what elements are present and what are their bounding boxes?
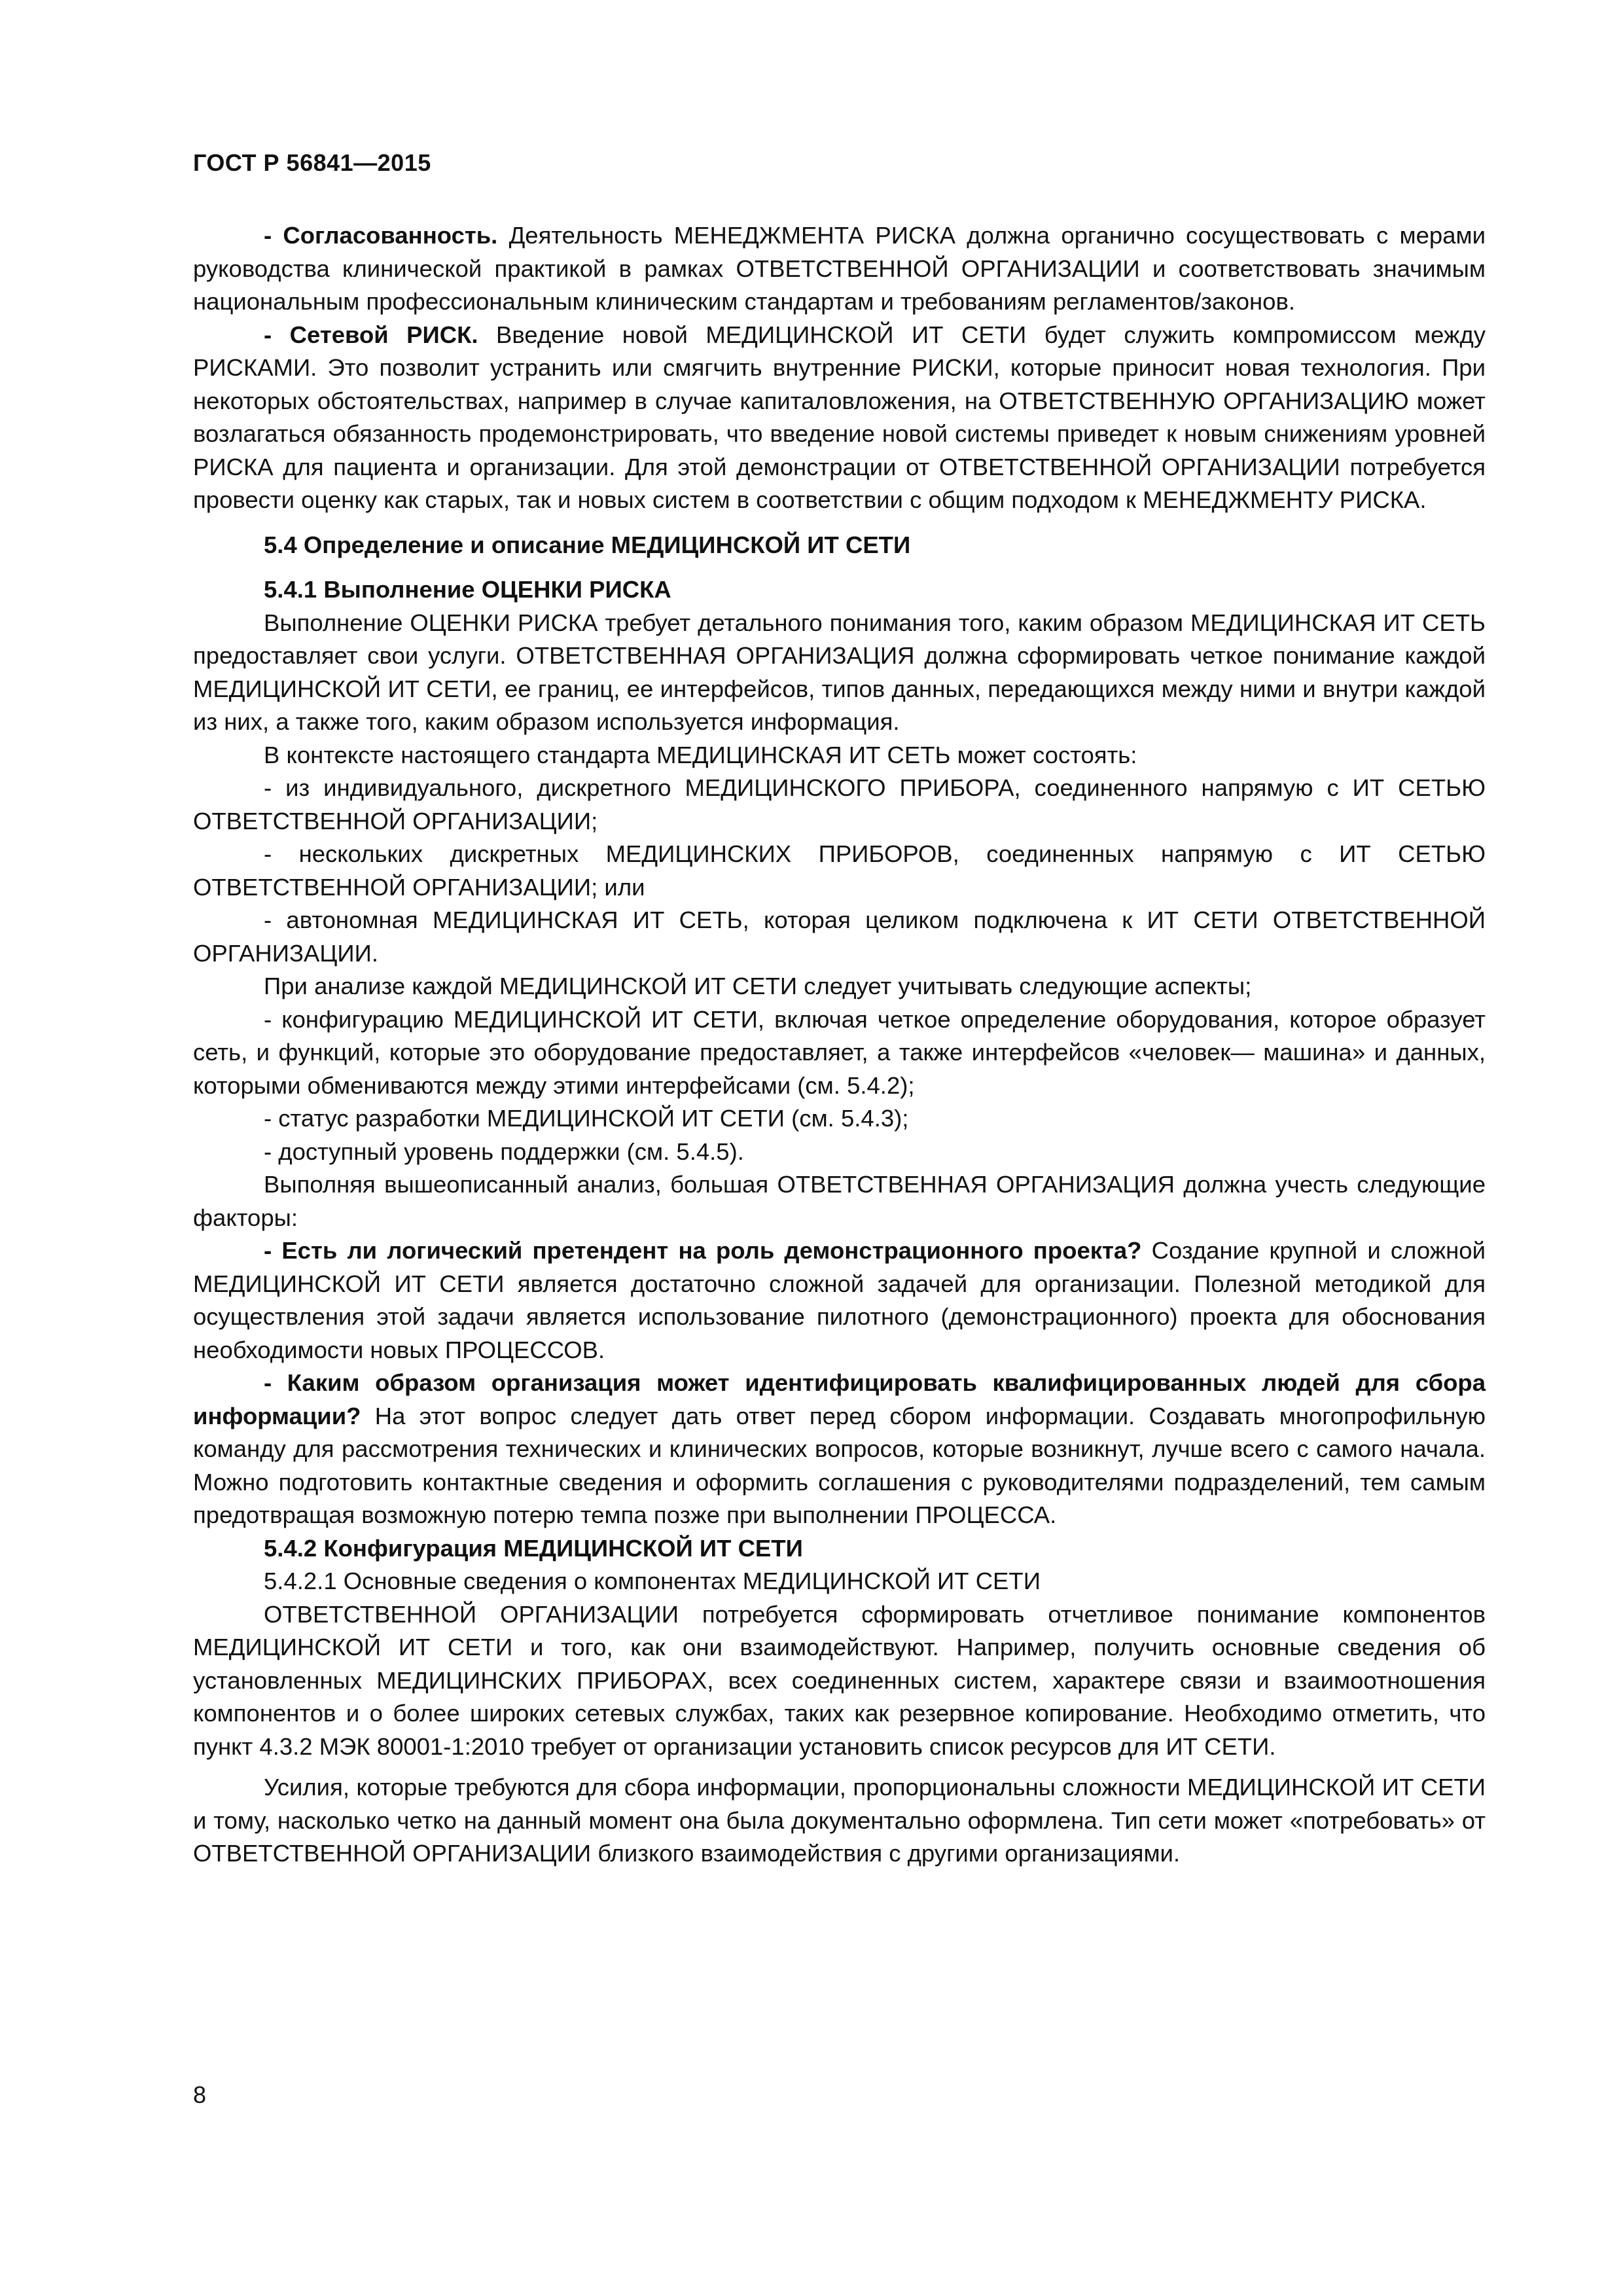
list-item: - статус разработки МЕДИЦИНСКОЙ ИТ СЕТИ (см. 5.4.3); <box>264 1105 909 1132</box>
paragraph: Выполняя вышеописанный анализ, большая ОТВЕТСТВЕННАЯ ОРГАНИЗАЦИЯ должна учесть следующие факторы: <box>193 1171 1486 1231</box>
page-number: 8 <box>193 2081 207 2108</box>
paragraph-text: Введение новой МЕДИЦИНСКОЙ ИТ СЕТИ будет служить компромиссом между РИСКАМИ. Это позволит устранить или смягчить внутренние РИСКИ, которые приносит новая технология. При некоторых обстоятельствах, например в случае капиталовложения, на ОТВЕТСТВЕННУЮ ОРГАНИЗАЦИЮ может возлагаться обязанность продемонстрировать, что введение новой системы приведет к новым снижениям уровней РИСКА для пациента и организации. Для этой демонстрации от ОТВЕТСТВЕННОЙ ОРГАНИЗАЦИИ потребуется провести оценку как старых, так и новых систем в соответствии с общим подходом к МЕНЕДЖМЕНТУ РИСКА. <box>193 321 1486 513</box>
document-header: ГОСТ Р 56841—2015 <box>193 149 431 176</box>
question-demo-project: - Есть ли логический претендент на роль демонстрационного проекта? <box>264 1237 1142 1264</box>
paragraph: Усилия, которые требуются для сбора информации, пропорциональны сложности МЕДИЦИНСКОЙ ИТ СЕТИ и тому, насколько четко на данный момент она была документально оформлена. Тип сети может «потребовать» от ОТВЕТСТВЕННОЙ ОРГАНИЗАЦИИ близкого взаимодействия с другими организациями. <box>193 1774 1486 1867</box>
paragraph: Выполнение ОЦЕНКИ РИСКА требует детального понимания того, каким образом МЕДИЦИНСКАЯ ИТ СЕТЬ предоставляет свои услуги. ОТВЕТСТВЕННАЯ ОРГАНИЗАЦИЯ должна сформировать четкое понимание каждой МЕДИЦИНСКОЙ ИТ СЕТИ, ее границ, ее интерфейсов, типов данных, передающихся между ними и внутри каждой из них, а также того, каким образом используется информация. <box>193 609 1486 735</box>
term-network-risk: - Сетевой РИСК. <box>264 321 478 348</box>
paragraph-demo-project <box>193 1234 1486 1367</box>
paragraph-text: На этот вопрос следует дать ответ перед сбором информации. Создавать многопрофильную команду для рассмотрения технических и клинических вопросов, которые возникнут, лучше всего с самого начала. Можно подготовить контактные сведения и оформить соглашения с руководителями подразделений, тем самым предотвращая возможную потерю темпа позже при выполнении ПРОЦЕССА. <box>193 1402 1486 1528</box>
paragraph-network-risk <box>193 319 1486 517</box>
section-heading-5-4: 5.4 Определение и описание МЕДИЦИНСКОЙ ИТ СЕТИ <box>264 531 911 558</box>
term-consistency: - Согласованность. <box>264 222 498 249</box>
section-heading-5-4-2: 5.4.2 Конфигурация МЕДИЦИНСКОЙ ИТ СЕТИ <box>264 1534 803 1562</box>
question-qualified-people: - Каким образом организация может идентифицировать квалифицированных людей для сбора информации? <box>193 1369 1486 1429</box>
section-heading-5-4-1: 5.4.1 Выполнение ОЦЕНКИ РИСКА <box>264 576 671 603</box>
list-item: - из индивидуального, дискретного МЕДИЦИНСКОГО ПРИБОРА, соединенного напрямую с ИТ СЕТЬЮ ОТВЕТСТВЕННОЙ ОРГАНИЗАЦИИ; <box>193 774 1486 834</box>
paragraph: В контексте настоящего стандарта МЕДИЦИНСКАЯ ИТ СЕТЬ может состоять: <box>264 741 1137 768</box>
list-item: - нескольких дискретных МЕДИЦИНСКИХ ПРИБОРОВ, соединенных напрямую с ИТ СЕТЬЮ ОТВЕТСТВЕННОЙ ОРГАНИЗАЦИИ; или <box>193 840 1486 901</box>
list-item: - автономная МЕДИЦИНСКАЯ ИТ СЕТЬ, которая целиком подключена к ИТ СЕТИ ОТВЕТСТВЕННОЙ ОРГАНИЗАЦИИ. <box>193 906 1486 967</box>
paragraph-qualified-people <box>193 1367 1486 1532</box>
paragraph-text: Создание крупной и сложной МЕДИЦИНСКОЙ ИТ СЕТИ является достаточно сложной задачей для организации. Полезной методикой для осуществления этой задачи является использование пилотного (демонстрационного) проекта для обоснования необходимости новых ПРОЦЕССОВ. <box>193 1237 1486 1363</box>
document-body <box>193 219 1486 1871</box>
list-item: - доступный уровень поддержки (см. 5.4.5). <box>264 1138 744 1165</box>
list-item: - конфигурацию МЕДИЦИНСКОЙ ИТ СЕТИ, включая четкое определение оборудования, которое образует сеть, и функций, которые это оборудование предоставляет, а также интерфейсов «человек— машина» и данных, которыми обмениваются между этими интерфейсами (см. 5.4.2); <box>193 1005 1486 1099</box>
section-heading-5-4-2-1: 5.4.2.1 Основные сведения о компонентах МЕДИЦИНСКОЙ ИТ СЕТИ <box>264 1568 1041 1594</box>
paragraph-consistency <box>193 219 1486 319</box>
paragraph: При анализе каждой МЕДИЦИНСКОЙ ИТ СЕТИ следует учитывать следующие аспекты; <box>264 973 1252 999</box>
paragraph-text: Деятельность МЕНЕДЖМЕНТА РИСКА должна органично сосуществовать с мерами руководства клинической практикой в рамках ОТВЕТСТВЕННОЙ ОРГАНИЗАЦИИ и соответствовать значимым национальным профессиональным клиническим стандартам и требованиям регламентов/законов. <box>193 222 1486 315</box>
paragraph: ОТВЕТСТВЕННОЙ ОРГАНИЗАЦИИ потребуется сформировать отчетливое понимание компонентов МЕДИЦИНСКОЙ ИТ СЕТИ и того, как они взаимодействуют. Например, получить основные сведения об установленных МЕДИЦИНСКИХ ПРИБОРАХ, всех соединенных систем, характере связи и взаимоотношения компонентов и о более широких сетевых службах, таких как резервное копирование. Необходимо отметить, что пункт 4.3.2 МЭК 80001-1:2010 требует от организации установить список ресурсов для ИТ СЕТИ. <box>193 1600 1486 1760</box>
